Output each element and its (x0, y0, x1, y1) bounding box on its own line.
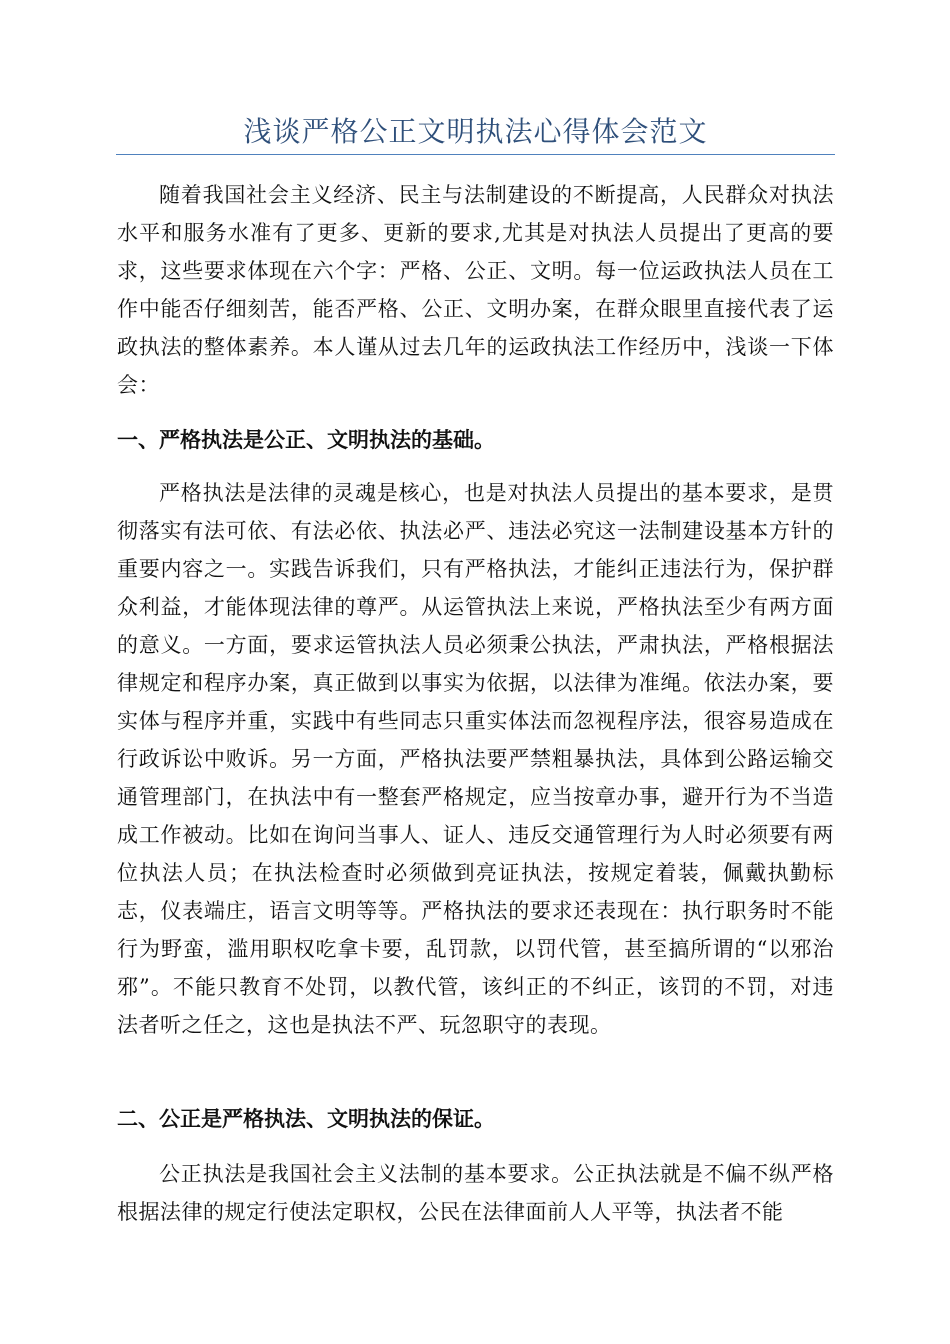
intro-paragraph: 随着我国社会主义经济、民主与法制建设的不断提高，人民群众对执法水平和服务水准有了更多、更新的要求,尤其是对执法人员提出了更高的要求，这些要求体现在六个字：严格、公正、文明。每一位运政执法人员在工作中能否仔细刻苦，能否严格、公正、文明办案，在群众眼里直接代表了运政执法的整体素养。本人谨从过去几年的运政执法工作经历中，浅谈一下体会： (117, 183, 834, 397)
section1-heading: 一、严格执法是公正、文明执法的基础。 (117, 428, 495, 452)
title-underline (116, 154, 835, 155)
section2-heading-block (117, 1100, 834, 1138)
section1-heading-block (117, 421, 834, 459)
section1-paragraph: 严格执法是法律的灵魂是核心，也是对执法人员提出的基本要求，是贯彻落实有法可依、有法必依、执法必严、违法必究这一法制建设基本方针的重要内容之一。实践告诉我们，只有严格执法，才能纠正违法行为，保护群众利益，才能体现法律的尊严。从运管执法上来说，严格执法至少有两方面的意义。一方面，要求运管执法人员必须秉公执法，严肃执法，严格根据法律规定和程序办案，真正做到以事实为依据，以法律为准绳。依法办案，要实体与程序并重，实践中有些同志只重实体法而忽视程序法，很容易造成在行政诉讼中败诉。另一方面，严格执法要严禁粗暴执法，具体到公路运输交通管理部门，在执法中有一整套严格规定，应当按章办事，避开行为不当造成工作被动。比如在询问当事人、证人、违反交通管理行为人时必须要有两位执法人员；在执法检查时必须做到亮证执法，按规定着装，佩戴执勤标志，仪表端庄，语言文明等等。严格执法的要求还表现在：执行职务时不能行为野蛮，滥用职权吃拿卡要，乱罚款，以罚代管，甚至搞所谓的“以邪治邪”。不能只教育不处罚，以教代管，该纠正的不纠正，该罚的不罚，对违法者听之任之，这也是执法不严、玩忽职守的表现。 (117, 481, 834, 1037)
section2-heading: 二、公正是严格执法、文明执法的保证。 (117, 1107, 495, 1131)
document-title: 浅谈严格公正文明执法心得体会范文 (243, 115, 708, 148)
section1-paragraph-block (117, 474, 834, 1044)
section2-paragraph: 公正执法是我国社会主义法制的基本要求。公正执法就是不偏不纵严格根据法律的规定行使法定职权，公民在法律面前人人平等，执法者不能 (117, 1162, 834, 1224)
intro-paragraph-block (117, 176, 834, 404)
section2-paragraph-block (117, 1155, 834, 1231)
